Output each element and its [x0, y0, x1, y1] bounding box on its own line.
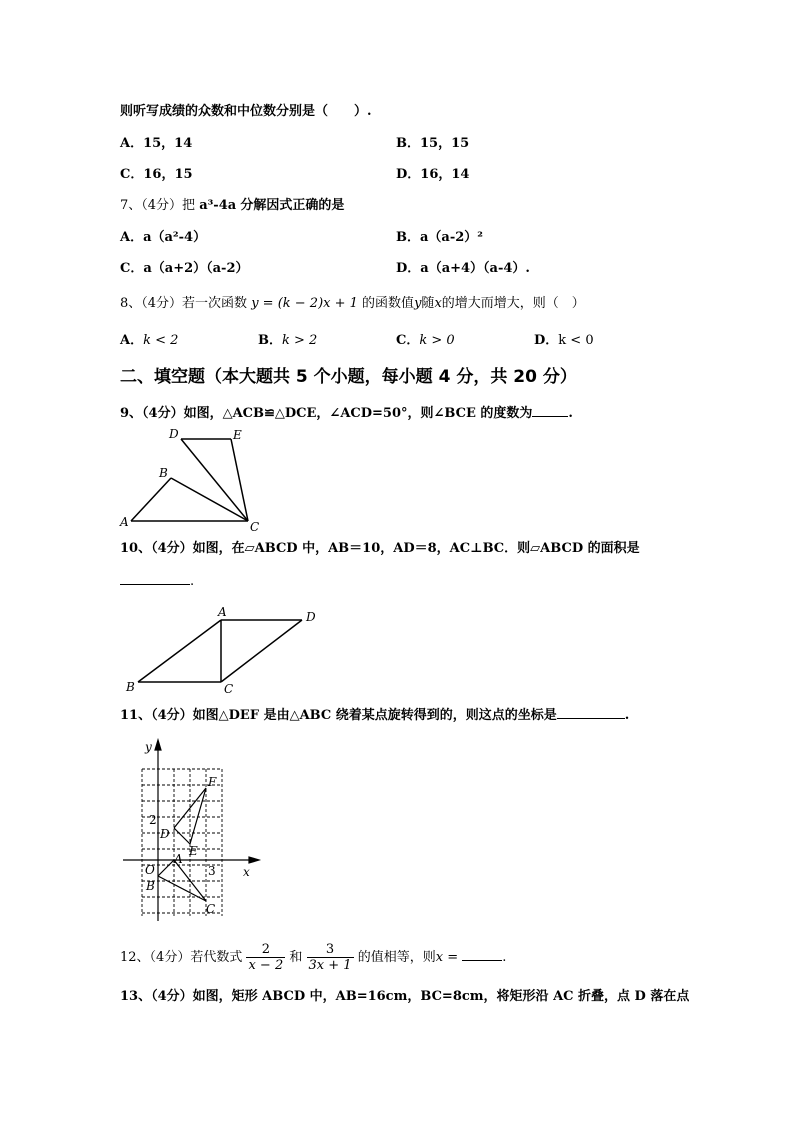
- q9-label-c: C: [250, 520, 260, 534]
- q10-stem: 10、（4分）如图，在▱ABCD 中，AB＝10，AD＝8，AC⊥BC．则▱ABCD 的面积是: [120, 541, 640, 556]
- q8-option-b-label: B．: [258, 333, 282, 348]
- q11-label-y: y: [145, 740, 152, 754]
- q12-mid: 的值相等，则: [357, 950, 436, 965]
- q7-expression: a³-4a: [199, 198, 237, 213]
- q8-option-a-expr: k < 2: [143, 333, 179, 348]
- q9-label-d: D: [169, 427, 179, 441]
- q8-option-d-expr: k < 0: [558, 333, 594, 348]
- q7-option-c: C．a（a+2）（a-2）: [120, 261, 249, 276]
- q6-option-b: B．15，15: [396, 136, 470, 151]
- q8-option-b: [258, 332, 317, 350]
- q11-label-3: 3: [208, 864, 216, 878]
- q10-end: .: [190, 574, 195, 589]
- q8-prefix: 8、（4分）若一次函数: [120, 296, 248, 311]
- q8-stem: [120, 295, 585, 313]
- q11-text: 11、（4分）如图△DEF 是由△ABC 绕着某点旋转得到的，则这点的坐标是: [120, 708, 557, 723]
- q11-figure: [115, 738, 265, 923]
- q11-label-c: C: [206, 902, 216, 916]
- q7-option-a: A．a（a²-4）: [120, 230, 207, 245]
- q12-frac2-num: 3: [307, 942, 354, 958]
- q12-eq: =: [443, 950, 463, 965]
- q10-label-d: D: [306, 610, 316, 624]
- q12-frac1-num: 2: [246, 942, 285, 958]
- q11-answer-blank[interactable]: [557, 706, 625, 719]
- q12-prefix: 12、（4分）若代数式: [120, 950, 243, 965]
- q10-label-b: B: [126, 680, 135, 694]
- q8-option-c: [396, 332, 455, 350]
- q11-grid: [142, 769, 222, 916]
- q10-label-c: C: [224, 682, 234, 696]
- q12-end: .: [502, 950, 507, 965]
- q11-label-e: E: [189, 844, 198, 858]
- q8-option-b-expr: k > 2: [282, 333, 318, 348]
- q8-option-a-label: A．: [120, 333, 144, 348]
- q7-stem: [120, 197, 344, 215]
- q9-text: 9、（4分）如图，△ACB≌△DCE，∠ACD=50°，则∠BCE 的度数为: [120, 406, 533, 421]
- q11-triangle-abc: [158, 860, 206, 901]
- q8-suffix: 的增大而增大，则（ ）: [441, 296, 585, 311]
- q11-label-x: x: [243, 865, 250, 879]
- q8-option-c-label: C．: [396, 333, 420, 348]
- q9-answer-blank[interactable]: [532, 404, 568, 417]
- q11-label-2: 2: [149, 813, 157, 827]
- q11-end: .: [624, 708, 630, 723]
- q12-fraction-1: [246, 942, 285, 973]
- q11-stem: [120, 706, 629, 725]
- q12-fraction-2: [307, 942, 354, 973]
- q7-option-d: D．a（a+4）（a-4）.: [396, 261, 530, 276]
- q8-option-c-expr: k > 0: [419, 333, 455, 348]
- q6-option-a: A．15，14: [120, 136, 193, 151]
- q6-option-d: D．16，14: [396, 167, 470, 182]
- q6-stem: 则听写成绩的众数和中位数分别是（ ）.: [120, 104, 372, 119]
- q10-figure: [120, 603, 330, 698]
- q7-option-b: B．a（a-2）²: [396, 230, 483, 245]
- q8-mid2: 随: [421, 296, 435, 311]
- q11-label-b: B: [146, 879, 155, 893]
- q8-function: y = (k − 2)x + 1: [251, 296, 358, 311]
- q8-option-a: [120, 332, 178, 350]
- q12-and: 和: [289, 950, 303, 965]
- q8-x: x: [434, 296, 442, 311]
- q10-answer-line: [120, 572, 194, 591]
- q12-var: x: [435, 950, 444, 965]
- section-title: 二、填空题（本大题共 5 个小题，每小题 4 分，共 20 分）: [120, 367, 577, 387]
- q9-figure: [115, 425, 275, 535]
- q12-frac1-den: x − 2: [248, 958, 284, 973]
- q11-label-a: A: [174, 852, 183, 866]
- q11-label-d: D: [160, 827, 170, 841]
- q7-suffix: 分解因式正确的是: [240, 198, 345, 213]
- q12-frac2-den: 3x + 1: [308, 958, 352, 973]
- q9-label-a: A: [120, 515, 129, 529]
- q8-option-d-label: D．: [534, 333, 559, 348]
- q8-mid1: 的函数值: [362, 296, 415, 311]
- q10-answer-blank[interactable]: [120, 572, 190, 585]
- q9-stem: [120, 404, 573, 423]
- q10-label-a: A: [218, 605, 227, 619]
- q8-option-d: [534, 332, 594, 350]
- q12-answer-blank[interactable]: [462, 948, 502, 961]
- q6-option-c: C．16，15: [120, 167, 193, 182]
- q11-label-o: O: [145, 863, 155, 877]
- q13-stem: 13、（4分）如图，矩形 ABCD 中，AB=16cm，BC=8cm，将矩形沿 AC 折叠，点 D 落在点: [120, 989, 690, 1004]
- q11-label-f: F: [208, 775, 217, 789]
- q7-prefix: 7、（4分）把: [120, 198, 196, 213]
- q8-y: y: [414, 296, 422, 311]
- q9-end: .: [568, 406, 573, 421]
- q9-label-b: B: [159, 466, 168, 480]
- q12-stem: [120, 940, 506, 976]
- q9-label-e: E: [233, 428, 242, 442]
